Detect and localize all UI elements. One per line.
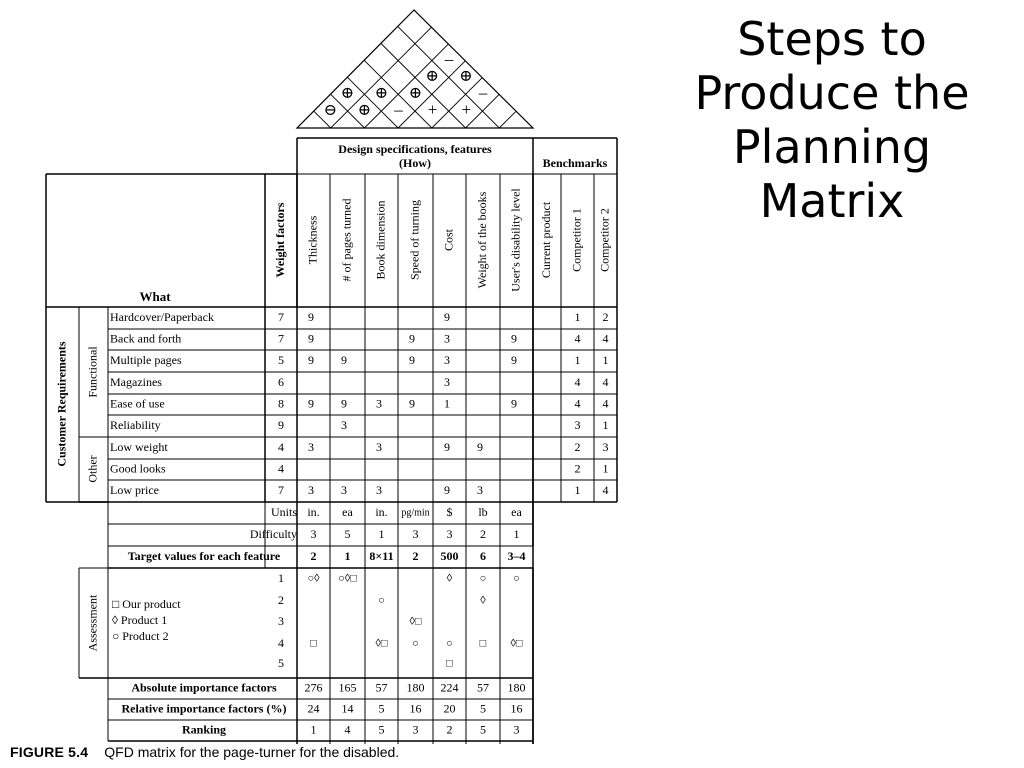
difficulty-value: 1 <box>513 526 520 541</box>
weight-value: 4 <box>278 461 284 476</box>
relationship-value: 9 <box>511 396 517 411</box>
absolute-importance-value: 180 <box>507 680 526 695</box>
relationship-value: 3 <box>308 482 314 497</box>
unit-value: pg/min <box>401 507 430 519</box>
roof-correlation-symbol: ⊕ <box>408 84 423 102</box>
benchmark-value: 4 <box>574 396 581 411</box>
benchmark-value: 1 <box>574 482 581 497</box>
benchmark-value: 4 <box>602 396 609 411</box>
requirement-name: Hardcover/Paperback <box>110 309 214 324</box>
weight-value: 4 <box>278 439 284 454</box>
benchmark-column-header: Current product <box>538 201 553 279</box>
absolute-importance-value: 276 <box>304 680 323 695</box>
relative-importance-value: 5 <box>480 701 486 716</box>
difficulty-value: 3 <box>310 526 317 541</box>
weight-value: 7 <box>278 331 284 346</box>
other-group-label: Other <box>85 455 100 483</box>
target-value: 3–4 <box>507 548 526 563</box>
assessment-mark: ◊□ <box>510 637 523 650</box>
roof-correlation-symbol: – <box>444 49 454 69</box>
assessment-mark: ◊□ <box>409 615 422 628</box>
target-value: 2 <box>310 548 317 563</box>
relative-importance-value: 24 <box>307 701 320 716</box>
unit-value: lb <box>478 504 488 519</box>
difficulty-value: 5 <box>344 526 351 541</box>
unit-value: in. <box>375 504 388 519</box>
unit-value: ea <box>511 504 522 519</box>
benchmark-value: 1 <box>602 352 609 367</box>
how-column-header: Cost <box>441 228 456 252</box>
roof-grid-line <box>348 77 399 128</box>
figure-caption <box>10 744 399 760</box>
requirement-name: Ease of use <box>110 396 165 411</box>
assessment-scale-value: 1 <box>278 570 284 585</box>
difficulty-value: 1 <box>378 526 385 541</box>
relationship-value: 9 <box>308 331 314 346</box>
target-value: 1 <box>344 548 351 563</box>
assessment-label: Assessment <box>85 594 100 652</box>
ranking-value: 3 <box>513 722 520 737</box>
absolute-importance-value: 180 <box>406 680 425 695</box>
relationship-value: 9 <box>444 309 450 324</box>
requirement-name: Back and forth <box>110 331 182 346</box>
what-label: What <box>139 288 171 304</box>
roof-grid-line <box>432 77 483 128</box>
slide-title-line-2: Produce the <box>694 66 970 120</box>
relationship-value: 1 <box>444 396 450 411</box>
slide-title <box>660 12 1004 228</box>
benchmark-column-header: Competitor 2 <box>597 208 612 272</box>
benchmark-value: 4 <box>602 482 609 497</box>
absolute-importance-value: 57 <box>477 680 489 695</box>
benchmark-value: 2 <box>574 461 581 476</box>
relative-importance-value: 14 <box>341 701 354 716</box>
relationship-value: 3 <box>444 331 450 346</box>
weight-value: 8 <box>278 396 284 411</box>
assessment-mark: ○◊ <box>307 572 320 585</box>
unit-value: in. <box>307 504 320 519</box>
assessment-legend-item: ○ Product 2 <box>112 628 169 643</box>
assessment-mark: ○ <box>446 637 453 650</box>
relative-importance-value: 16 <box>510 701 523 716</box>
relationship-value: 9 <box>409 352 415 367</box>
relationship-value: 3 <box>308 439 314 454</box>
requirement-name: Low price <box>110 482 159 497</box>
benchmark-value: 1 <box>574 309 581 324</box>
roof-correlation-symbol: ⊕ <box>340 84 355 102</box>
relationship-value: 9 <box>511 331 517 346</box>
assessment-scale-value: 4 <box>278 635 284 650</box>
weight-value: 5 <box>278 352 284 367</box>
benchmark-value: 1 <box>602 417 609 432</box>
relationship-value: 3 <box>341 482 347 497</box>
functional-group-label: Functional <box>85 346 100 398</box>
roof-correlation-symbol: + <box>427 100 438 120</box>
requirement-name: Multiple pages <box>110 352 182 367</box>
absolute-importance-label: Absolute importance factors <box>131 680 277 695</box>
requirement-name: Reliability <box>110 417 161 432</box>
assessment-mark: ○ <box>378 594 385 607</box>
target-value: 500 <box>440 548 459 563</box>
ranking-value: 4 <box>344 722 351 737</box>
target-value: 2 <box>412 548 419 563</box>
ranking-value: 3 <box>412 722 419 737</box>
requirement-name: Good looks <box>110 461 166 476</box>
relationship-value: 9 <box>409 396 415 411</box>
assessment-scale-value: 2 <box>278 592 284 607</box>
assessment-mark: ○◊□ <box>338 572 357 585</box>
relationship-value: 9 <box>409 331 415 346</box>
weight-value: 7 <box>278 309 284 324</box>
slide-title-line-4: Matrix <box>759 174 905 228</box>
assessment-legend-item: ◊ Product 1 <box>112 612 168 627</box>
relationship-value: 9 <box>308 352 314 367</box>
roof-correlation-symbol: – <box>478 83 488 103</box>
benchmark-value: 4 <box>574 331 581 346</box>
absolute-importance-value: 57 <box>375 680 388 695</box>
benchmark-value: 2 <box>602 309 609 324</box>
difficulty-value: 2 <box>480 526 486 541</box>
roof-correlation-symbol: + <box>461 100 472 120</box>
relationship-value: 3 <box>376 439 382 454</box>
unit-value: $ <box>446 504 453 519</box>
weight-value: 9 <box>278 417 284 432</box>
relationship-value: 3 <box>341 417 347 432</box>
relationship-value: 9 <box>308 396 314 411</box>
slide-title-line-1: Steps to <box>737 12 927 66</box>
target-value: 8×11 <box>369 548 394 563</box>
benchmark-value: 4 <box>602 331 609 346</box>
how-column-header: Weight of the books <box>474 191 489 289</box>
benchmark-value: 4 <box>602 374 609 389</box>
assessment-mark: ◊□ <box>375 637 388 650</box>
roof-grid-line <box>499 111 516 128</box>
how-header-label: (How) <box>399 155 431 170</box>
target-value: 6 <box>480 548 486 563</box>
how-column-header: Speed of turning <box>407 200 422 280</box>
ranking-value: 5 <box>480 722 486 737</box>
relative-importance-value: 20 <box>443 701 456 716</box>
figure-caption-text: QFD matrix for the page-turner for the disabled. <box>104 744 400 760</box>
absolute-importance-value: 165 <box>338 680 357 695</box>
assessment-mark: ◊ <box>446 572 453 585</box>
relative-importance-label: Relative importance factors (%) <box>121 701 287 716</box>
assessment-scale-value: 3 <box>278 613 284 628</box>
relationship-value: 9 <box>477 439 483 454</box>
relationship-value: 9 <box>341 396 347 411</box>
assessment-mark: ○ <box>412 637 419 650</box>
relationship-value: 9 <box>444 439 450 454</box>
assessment-mark: □ <box>310 637 317 650</box>
how-column-header: User's disability level <box>508 188 523 292</box>
roof-correlation-symbol: ⊖ <box>323 101 338 119</box>
target-values-label: Target values for each feature <box>127 548 281 563</box>
ranking-value: 1 <box>310 722 317 737</box>
benchmarks-header-label: Benchmarks <box>542 155 608 170</box>
relationship-value: 9 <box>308 309 314 324</box>
customer-requirements-label: Customer Requirements <box>54 341 69 467</box>
requirement-name: Magazines <box>110 374 162 389</box>
assessment-mark: □ <box>446 657 453 670</box>
roof-correlation-symbol: ⊕ <box>374 84 389 102</box>
relative-importance-value: 16 <box>409 701 422 716</box>
assessment-mark: ◊ <box>480 594 486 607</box>
roof-correlation-symbol: – <box>394 100 403 120</box>
benchmark-value: 1 <box>574 352 581 367</box>
benchmark-value: 3 <box>574 417 581 432</box>
roof-correlation-symbol: ⊕ <box>459 68 473 86</box>
slide-title-line-3: Planning <box>732 120 932 174</box>
weight-value: 7 <box>278 482 284 497</box>
how-column-header: # of pages turned <box>339 198 354 282</box>
requirement-name: Low weight <box>110 439 168 454</box>
weight-factors-label: Weight factors <box>272 202 287 278</box>
absolute-importance-value: 224 <box>440 680 459 695</box>
unit-value: ea <box>342 504 353 519</box>
relationship-value: 3 <box>376 396 382 411</box>
relationship-value: 9 <box>511 352 517 367</box>
benchmark-value: 3 <box>602 439 609 454</box>
how-column-header: Book dimension <box>373 200 388 280</box>
assessment-mark: ○ <box>479 572 487 585</box>
assessment-scale-value: 5 <box>278 655 284 670</box>
relationship-value: 3 <box>376 482 382 497</box>
weight-value: 6 <box>278 374 284 389</box>
roof-correlation-symbol: ⊕ <box>425 68 439 86</box>
benchmark-value: 2 <box>574 439 581 454</box>
ranking-value: 2 <box>446 722 453 737</box>
benchmark-column-header: Competitor 1 <box>569 208 584 272</box>
ranking-value: 5 <box>378 722 385 737</box>
relative-importance-value: 5 <box>378 701 385 716</box>
relationship-value: 3 <box>477 482 483 497</box>
benchmark-value: 1 <box>602 461 609 476</box>
assessment-mark: □ <box>479 637 487 650</box>
difficulty-value: 3 <box>446 526 453 541</box>
difficulty-label: Difficulty <box>249 526 297 541</box>
how-column-header: Thickness <box>305 215 320 265</box>
difficulty-value: 3 <box>412 526 419 541</box>
relationship-value: 3 <box>444 374 450 389</box>
ranking-label: Ranking <box>181 722 227 737</box>
figure-label: FIGURE 5.4 <box>10 744 89 760</box>
assessment-legend-item: □ Our product <box>112 596 181 611</box>
relationship-value: 9 <box>444 482 450 497</box>
how-header-label: Design specifications, features <box>338 141 492 156</box>
roof-correlation-symbol: ⊕ <box>357 101 372 119</box>
units-label: Units <box>270 504 297 519</box>
relationship-value: 9 <box>341 352 347 367</box>
benchmark-value: 4 <box>574 374 581 389</box>
assessment-mark: ○ <box>513 572 520 585</box>
relationship-value: 3 <box>444 352 450 367</box>
